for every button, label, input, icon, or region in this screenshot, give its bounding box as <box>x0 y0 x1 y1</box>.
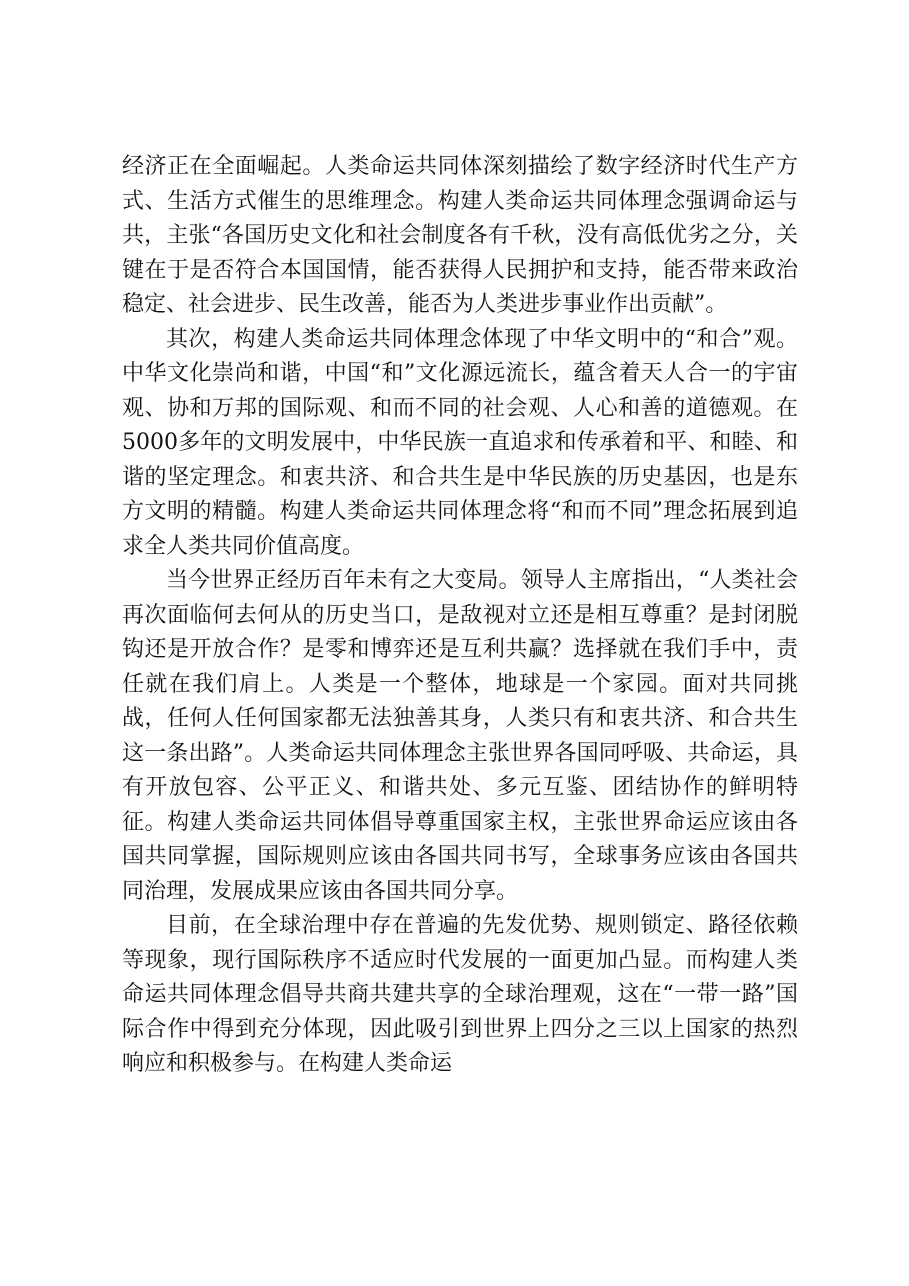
paragraph-2: 其次，构建人类命运共同体理念体现了中华文明中的“和合”观。中华文化崇尚和谐，中国“和”文化源远流长，蕴含着天人合一的宇宙观、协和万邦的国际观、和而不同的社会观、人心和善的道德观。在5000多年的文明发展中，中华民族一直追求和传承着和平、和睦、和谐的坚定理念。和衷共济、和合共生是中华民族的历史基因，也是东方文明的精髓。构建人类命运共同体理念将“和而不同”理念拓展到追求全人类共同价值高度。 <box>122 326 798 559</box>
document-body <box>122 150 798 1082</box>
paragraph-4: 目前，在全球治理中存在普遍的先发优势、规则锁定、路径依赖等现象，现行国际秩序不适应时代发展的一面更加凸显。而构建人类命运共同体理念倡导共商共建共享的全球治理观，这在“一带一路”国际合作中得到充分体现，因此吸引到世界上四分之三以上国家的热烈响应和积极参与。在构建人类命运 <box>122 913 798 1076</box>
paragraph-3: 当今世界正经历百年未有之大变局。领导人主席指出，“人类社会再次面临何去何从的历史当口，是敌视对立还是相互尊重？是封闭脱钩还是开放合作？是零和博弈还是互利共赢？选择就在我们手中，责任就在我们肩上。人类是一个整体，地球是一个家园。面对共同挑战，任何人任何国家都无法独善其身，人类只有和衷共济、和合共生这一条出路”。人类命运共同体理念主张世界各国同呼吸、共命运，具有开放包容、公平正义、和谐共处、多元互鉴、团结协作的鲜明特征。构建人类命运共同体倡导尊重国家主权，主张世界命运应该由各国共同掌握，国际规则应该由各国共同书写，全球事务应该由各国共同治理，发展成果应该由各国共同分享。 <box>122 568 798 904</box>
paragraph-1: 经济正在全面崛起。人类命运共同体深刻描绘了数字经济时代生产方式、生活方式催生的思维理念。构建人类命运共同体理念强调命运与共，主张“各国历史文化和社会制度各有千秋，没有高低优劣之分，关键在于是否符合本国国情，能否获得人民拥护和支持，能否带来政治稳定、社会进步、民生改善，能否为人类进步事业作出贡献”。 <box>122 154 798 317</box>
